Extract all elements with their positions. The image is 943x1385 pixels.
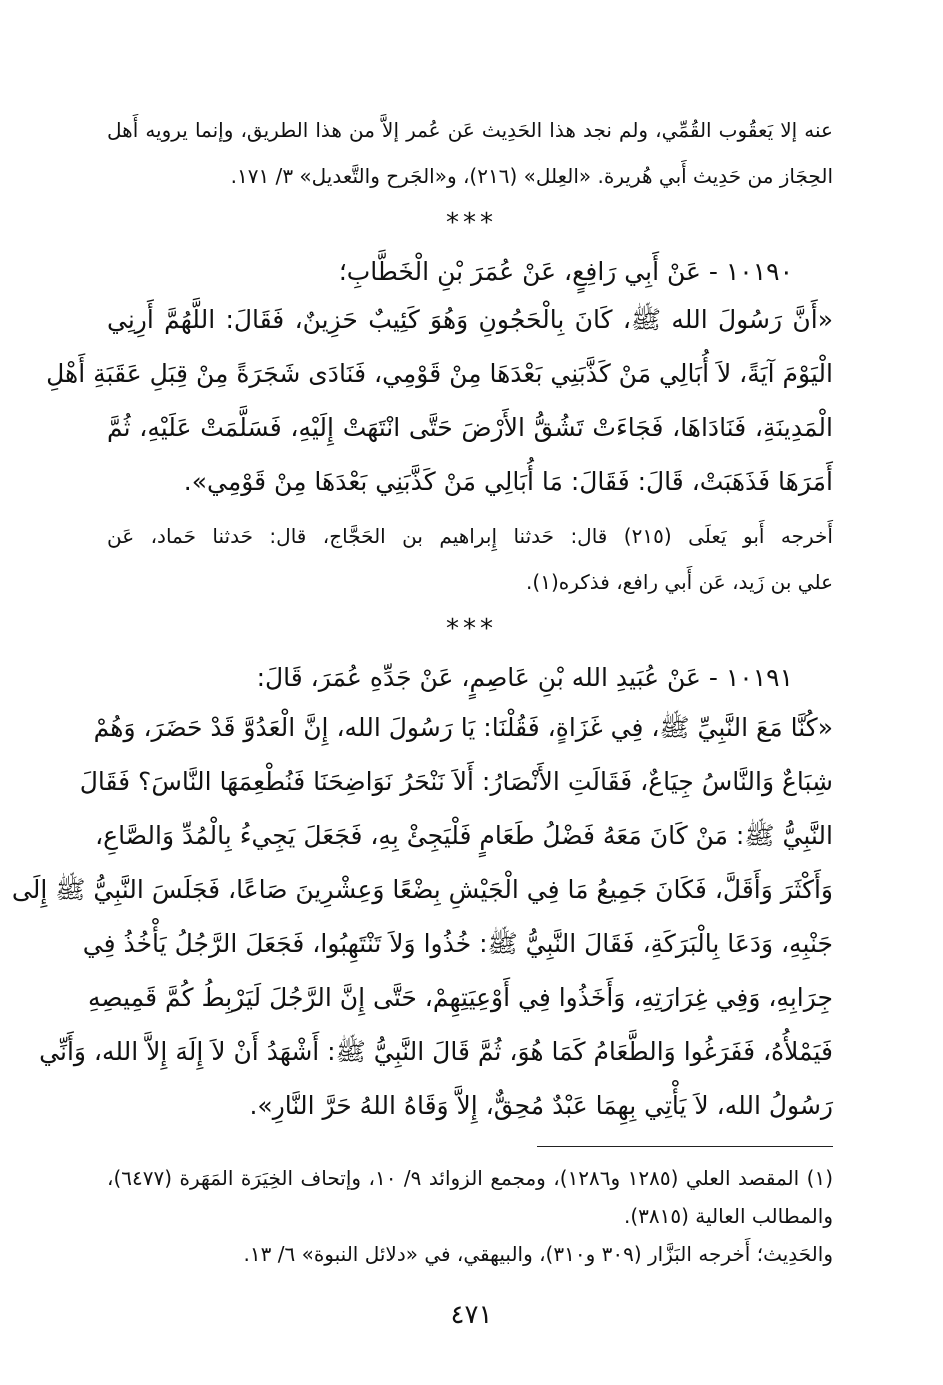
hadith-text-line: الْمَدِينَةِ، فَنَادَاهَا، فَجَاءَتْ تَشُقُّ الأَرْضَ حَتَّى انْتَهَتْ إِلَيْهِ، فَسَلَّمَتْ عَلَيْهِ، ثُمَّ [107,413,833,442]
hadith-text-line: شِبَاعٌ وَالنَّاسُ جِيَاعٌ، فَقَالَتِ الأَنْصَارُ: أَلاَ نَنْحَرُ نَوَاضِحَنَا فَنُطْعِمَهَا النَّاسَ؟ فَقَالَ [79,767,833,796]
hadith-text-line: «كُنَّا مَعَ النَّبِيِّ ﷺ، فِي غَزَاةٍ، فَقُلْنَا: يَا رَسُولَ الله، إِنَّ الْعَدُوَّ قَدْ حَضَرَ، وَهُمْ [93,713,833,742]
hadith-heading: ١٠١٩١ - عَنْ عُبَيدِ الله بْنِ عَاصِمٍ، عَنْ جَدِّهِ عُمَرَ، قَالَ: [256,663,793,692]
footnote-rule [537,1146,833,1147]
hadith-text-line: جِرَابِهِ، وَفِي غِرَارَتِهِ، وَأَخَذُوا فِي أَوْعِيَتِهِمْ، حَتَّى إِنَّ الرَّجُلَ لَيَرْبِطُ كُمَّ قَمِيصِهِ [88,983,833,1012]
intro-line: الحِجَاز من حَدِيث أَبي هُريرة. «العِلل» (٢١٦)، و«الجَرح والتَّعديل» ٣/ ١٧١. [230,164,833,188]
footnote-line: والحَدِيث؛ أَخرجه البَزَّار (٣٠٩ و٣١٠)، والبيهقي، في «دلائل النبوة» ٦/ ١٣. [243,1242,833,1266]
takhrij-line: أَخرجه أَبو يَعلَى (٢١٥) قال: حَدثنا إِبراهيم بن الحَجَّاج، قال: حَدثنا حَماد، عَن [107,524,833,548]
page-number: ٤٧١ [450,1300,493,1330]
footnote-line: والمطالب العالية (٣٨١٥). [623,1204,833,1228]
hadith-text-line: جَنْبِهِ، وَدَعَا بِالْبَرَكَةِ، فَقَالَ النَّبِيُّ ﷺ: خُذُوا وَلاَ تَنْتَهِبُوا، فَجَعَلَ الرَّجُلُ يَأْخُذُ فِي [82,929,833,958]
section-separator: *** [446,614,497,644]
takhrij-line: علي بن زَيد، عَن أَبي رافع، فذكره(١). [526,570,833,594]
intro-line: عنه إلا يَعقُوب القُمِّي، ولم نجد هذا الحَدِيث عَن عُمر إلاَّ من هذا الطريق، وإنما يرويه أَهل [107,118,833,142]
hadith-text-line: رَسُولُ الله، لاَ يَأْتِي بِهِمَا عَبْدٌ مُحِقٌّ، إِلاَّ وَقَاهُ اللهُ حَرَّ النَّارِ». [249,1091,833,1120]
hadith-text-line: فَيَمْلأُهُ، فَفَرَغُوا وَالطَّعَامُ كَمَا هُوَ، ثُمَّ قَالَ النَّبِيُّ ﷺ: أَشْهَدُ أَنْ لاَ إِلَهَ إِلاَّ الله، وَأَنِّي [39,1037,833,1066]
footnote-line: (١) المقصد العلي (١٢٨٥ و١٢٨٦)، ومجمع الزوائد ٩/ ١٠، وإتحاف الخِيَرَة المَهَرة (٦٤٧٧)، [107,1166,833,1190]
hadith-text-line: أَمَرَهَا فَذَهَبَتْ، قَالَ: فَقَالَ: مَا أُبَالِي مَنْ كَذَّبَنِي بَعْدَهَا مِنْ قَوْمِي». [183,467,833,496]
hadith-text-line: النَّبِيُّ ﷺ: مَنْ كَانَ مَعَهُ فَضْلُ طَعَامٍ فَلْيَجِئْ بِهِ، فَجَعَلَ يَجِيءُ بِالْمُدِّ وَالصَّاعِ، [95,821,833,850]
hadith-text-line: وَأَكْثَرَ وَأَقَلَّ، فَكَانَ جَمِيعُ مَا فِي الْجَيْشِ بِضْعًا وَعِشْرِينَ صَاعًا، فَجَلَسَ النَّبِيُّ ﷺ إِلَى [11,875,833,904]
hadith-text-line: «أَنَّ رَسُولَ الله ﷺ، كَانَ بِالْحَجُونِ وَهُوَ كَئِيبٌ حَزِينٌ، فَقَالَ: اللَّهُمَّ أَرِنِي [107,305,833,334]
hadith-heading: ١٠١٩٠ - عَنْ أَبِي رَافِعٍ، عَنْ عُمَرَ بْنِ الْخَطَّابِ؛ [338,257,793,286]
section-separator: *** [446,208,497,238]
hadith-text-line: الْيَوْمَ آيَةً، لاَ أُبَالِي مَنْ كَذَّبَنِي بَعْدَهَا مِنْ قَوْمِي، فَنَادَى شَجَرَةً مِنْ قِبَلِ عَقَبَةِ أَهْلِ [46,359,833,388]
